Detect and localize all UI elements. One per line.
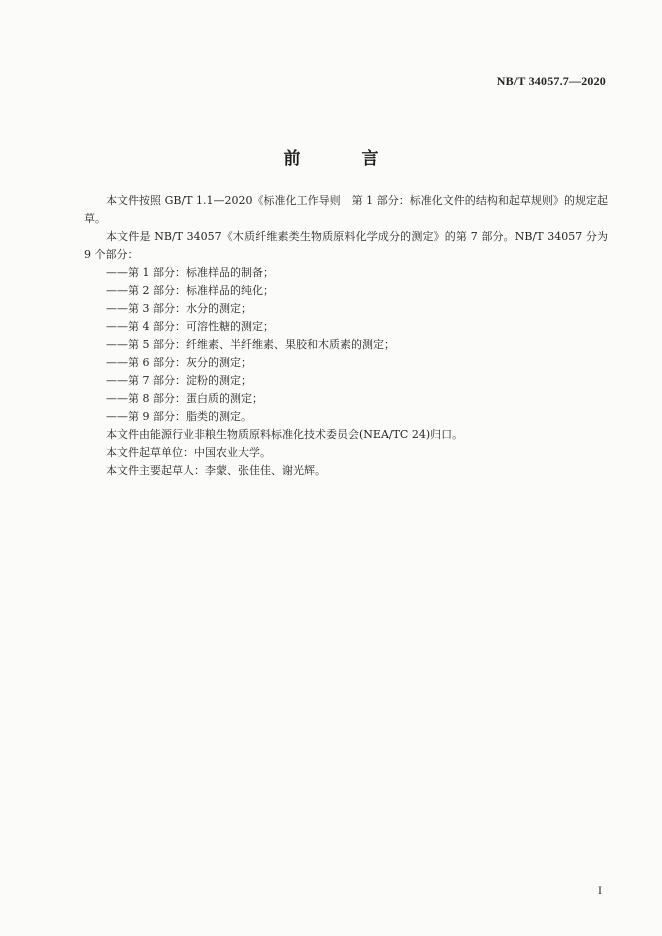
list-item: ——第 9 部分：脂类的测定。 xyxy=(106,410,252,423)
list-item: ——第 6 部分：灰分的测定； xyxy=(106,356,252,369)
closing-paragraph-2: 本文件起草单位：中国农业大学。 xyxy=(106,446,271,459)
list-item: ——第 5 部分：纤维素、半纤维素、果胶和木质素的测定； xyxy=(106,338,395,351)
closing-paragraph-3: 本文件主要起草人：李蒙、张佳佳、谢光辉。 xyxy=(106,464,326,477)
standard-code: NB/T 34057.7—2020 xyxy=(496,74,606,88)
list-item: ——第 4 部分：可溶性糖的测定； xyxy=(106,320,274,333)
list-item: ——第 2 部分：标准样品的纯化； xyxy=(106,284,274,297)
list-item: ——第 1 部分：标准样品的制备； xyxy=(106,266,274,279)
intro-paragraph-2: 本文件是 NB/T 34057《木质纤维素类生物质原料化学成分的测定》的第 7 部分。NB/T 34057 分为 9 个部分： xyxy=(84,230,608,261)
page-number: I xyxy=(598,883,602,897)
list-item: ——第 3 部分：水分的测定； xyxy=(106,302,252,315)
foreword-body xyxy=(84,192,608,480)
list-item: ——第 8 部分：蛋白质的测定； xyxy=(106,392,263,405)
list-item: ——第 7 部分：淀粉的测定； xyxy=(106,374,252,387)
intro-paragraph-1: 本文件按照 GB/T 1.1—2020《标准化工作导则 第 1 部分：标准化文件的结构和起草规则》的规定起草。 xyxy=(84,194,608,225)
page-title: 前 言 xyxy=(283,149,401,169)
closing-paragraph-1: 本文件由能源行业非粮生物质原料标准化技术委员会(NEA/TC 24)归口。 xyxy=(106,428,464,441)
parts-list xyxy=(84,264,608,426)
